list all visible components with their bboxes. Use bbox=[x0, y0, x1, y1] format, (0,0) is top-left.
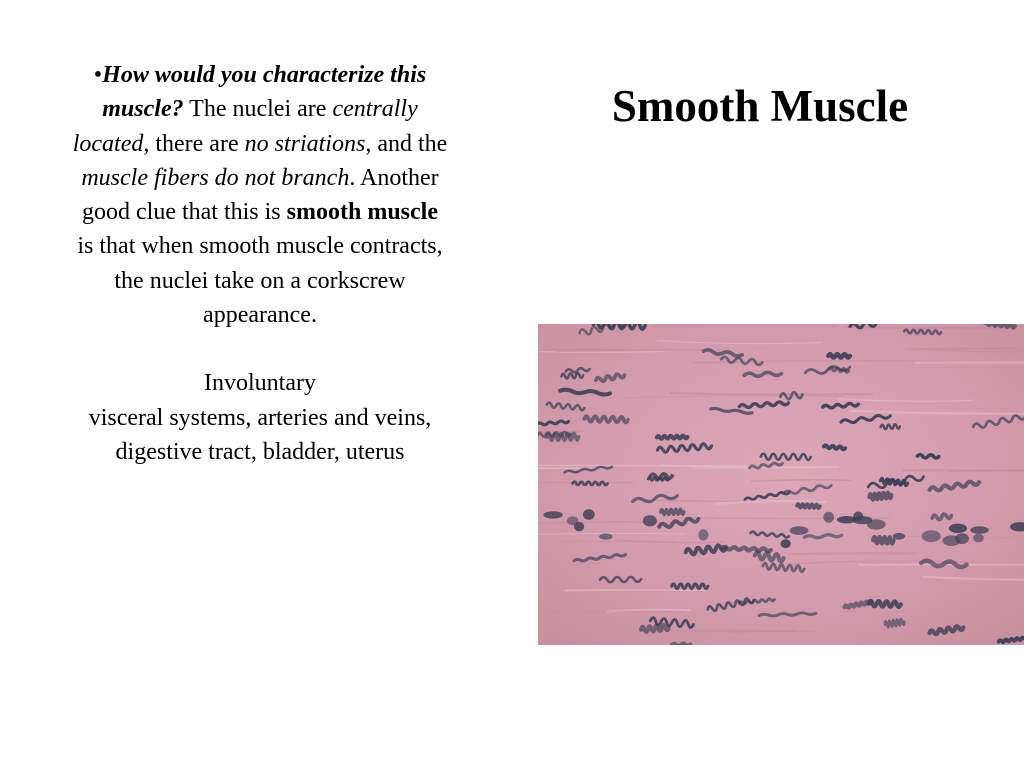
fiber-streak bbox=[565, 590, 707, 591]
nucleus-shape bbox=[823, 512, 834, 523]
nucleus-shape bbox=[828, 354, 850, 358]
nucleus-shape bbox=[543, 511, 562, 518]
text-segment: , there are bbox=[143, 130, 245, 157]
nucleus-shape bbox=[949, 524, 967, 533]
nucleus-shape bbox=[561, 373, 583, 379]
nucleus-shape bbox=[970, 526, 988, 534]
nucleus-shape bbox=[942, 535, 960, 546]
nucleus-shape bbox=[698, 529, 708, 540]
nucleus-shape bbox=[657, 436, 688, 439]
nucleus-shape bbox=[672, 643, 691, 645]
question-text: How would you characterize this muscle? bbox=[102, 62, 427, 123]
emphasis-centrally-located: centrally located bbox=[72, 96, 418, 157]
nucleus-shape bbox=[893, 533, 905, 540]
emphasis-no-striations: no striations bbox=[244, 130, 366, 157]
locations-text: visceral systems, arteries and veins, digestive tract, bladder, uterus bbox=[88, 404, 432, 465]
smooth-muscle-micrograph bbox=[538, 324, 1024, 645]
emphasis-fibers-do-not-branch: muscle fibers do not branch bbox=[81, 164, 350, 191]
nucleus-shape bbox=[781, 539, 791, 548]
nucleus-shape bbox=[722, 547, 771, 551]
slide-title: Smooth Muscle bbox=[611, 81, 909, 131]
fiber-streak bbox=[905, 349, 1024, 350]
nucleus-shape bbox=[599, 534, 612, 540]
nucleus-shape bbox=[824, 445, 846, 449]
fiber-streak bbox=[728, 631, 814, 632]
involuntary-label: Involuntary bbox=[204, 370, 316, 397]
fiber-streak bbox=[789, 553, 917, 554]
text-segment: . Another good clue that this is bbox=[82, 164, 439, 226]
nucleus-shape bbox=[868, 601, 900, 607]
text-segment: is that when smooth muscle contracts, the nuclei take on a corkscrew appearance. bbox=[77, 233, 443, 329]
text-segment: , and the bbox=[365, 130, 448, 157]
nucleus-shape bbox=[797, 504, 820, 509]
nucleus-shape bbox=[574, 522, 584, 531]
nucleus-shape bbox=[869, 492, 891, 500]
bullet-mark: • bbox=[93, 62, 103, 88]
nucleus-shape bbox=[829, 367, 848, 372]
nucleus-shape bbox=[973, 534, 984, 543]
paragraph-gap bbox=[72, 332, 448, 366]
nucleus-shape bbox=[881, 424, 900, 429]
micrograph-illustration bbox=[538, 324, 1024, 645]
nucleus-shape bbox=[867, 519, 886, 529]
question-paragraph bbox=[72, 58, 448, 332]
nucleus-shape bbox=[873, 537, 894, 544]
fiber-streak bbox=[948, 471, 1024, 472]
nucleus-shape bbox=[648, 478, 669, 481]
text-segment: The nuclei are bbox=[183, 96, 333, 123]
nucleus-shape bbox=[922, 530, 941, 542]
nucleus-shape bbox=[790, 526, 809, 535]
emphasis-smooth-muscle: smooth muscle bbox=[286, 199, 438, 226]
nucleus-shape bbox=[583, 509, 595, 520]
description-text-block bbox=[72, 58, 448, 469]
nucleus-shape bbox=[643, 515, 657, 526]
